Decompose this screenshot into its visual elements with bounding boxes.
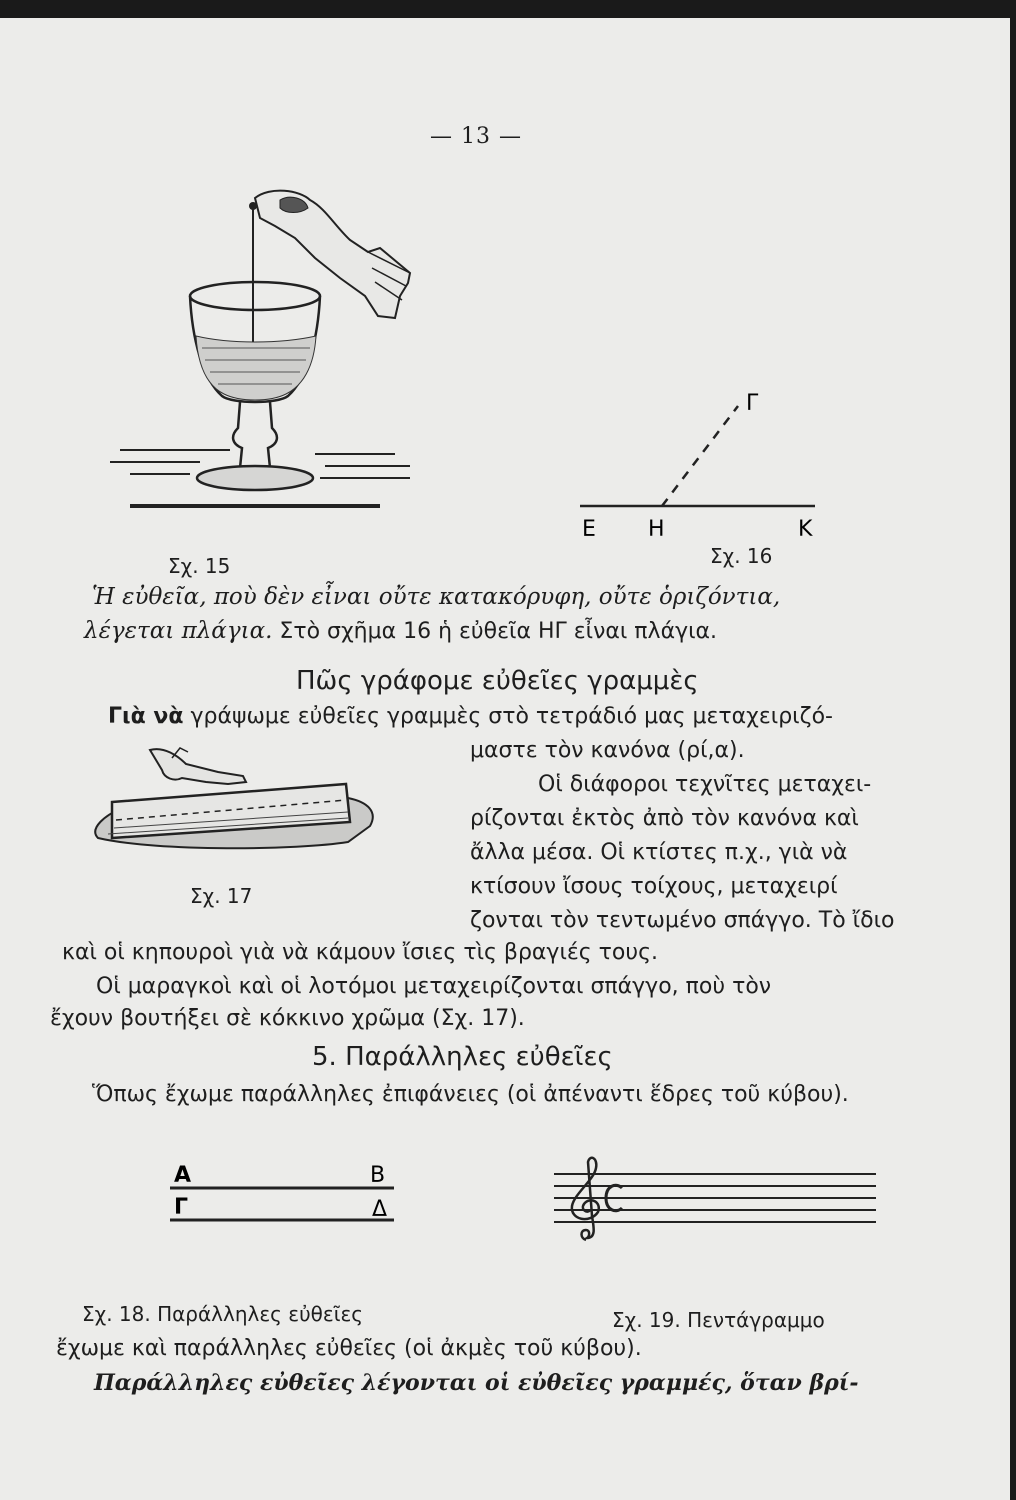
- figure-15-caption: Σχ. 15: [168, 554, 231, 578]
- para5-definition-parallel: Παράλληλες εὐθεῖες λέγονται οἱ εὐθεῖες γραμμές, ὅταν βρί-: [94, 1370, 859, 1396]
- figure-18-caption: Σχ. 18. Παράλληλες εὐθεῖες: [82, 1302, 364, 1326]
- fig16-label-e: Ε: [582, 517, 596, 542]
- definition-oblique-line1: Ἡ εὐθεῖα, ποὺ δὲν εἶναι οὔτε κατακόρυφη, οὔτε ὁριζόντια,: [92, 584, 781, 610]
- definition-oblique-line2: λέγεται πλάγια. Στὸ σχῆμα 16 ἡ εὐθεῖα ΗΓ εἶναι πλάγια.: [84, 618, 718, 644]
- para2-line9: Οἱ μαραγκοὶ καὶ οἱ λοτόμοι μεταχειρίζονται σπάγγο, ποὺ τὸν: [96, 974, 772, 999]
- figure-16-oblique-line: [570, 388, 830, 542]
- fig16-label-g: Γ: [746, 391, 759, 416]
- figure-17-caption: Σχ. 17: [190, 884, 253, 908]
- fig18-label-a: Α: [174, 1163, 192, 1188]
- figure-15-goblet-plumb: [110, 178, 430, 518]
- para2-line7: ζονται τὸν τεντωμένο σπάγγο. Τὸ ἴδιο: [470, 908, 895, 933]
- page-number: — 13 —: [430, 124, 522, 149]
- para2-line10: ἔχουν βουτήξει σὲ κόκκινο χρῶμα (Σχ. 17).: [50, 1006, 525, 1031]
- fig16-label-k: Κ: [798, 517, 813, 542]
- heading-how-to-draw-lines: Πῶς γράφομε εὐθεῖες γραμμὲς: [296, 666, 699, 696]
- fig18-label-g: Γ: [174, 1195, 189, 1220]
- book-page: [0, 18, 1010, 1500]
- figure-16-caption: Σχ. 16: [710, 544, 773, 568]
- fig18-label-d: Δ: [372, 1197, 388, 1222]
- heading-parallel-lines: 5. Παράλληλες εὐθεῖες: [312, 1042, 613, 1072]
- figure-19-music-staff: [550, 1158, 880, 1248]
- para2-line6: κτίσουν ἴσους τοίχους, μεταχειρί: [470, 874, 838, 899]
- fig18-label-b: Β: [370, 1163, 386, 1188]
- para2-line2: μαστε τὸν κανόνα (ρί,α).: [470, 738, 745, 763]
- para2-line8: καὶ οἱ κηπουροὶ γιὰ νὰ κάμουν ἴσιες τὶς βραγιές τους.: [62, 940, 659, 965]
- para2-line1: Γιὰ νὰ γράψωμε εὐθεῖες γραμμὲς στὸ τετράδιό μας μεταχειριζό-: [108, 704, 833, 729]
- fig16-label-h: Η: [648, 517, 665, 542]
- figure-18-parallel-lines: [160, 1158, 400, 1248]
- para4-cube-edges: ἔχωμε καὶ παράλληλες εὐθεῖες (οἱ ἀκμὲς τοῦ κύβου).: [56, 1336, 642, 1361]
- figure-19-caption: Σχ. 19. Πεντάγραμμο: [612, 1308, 825, 1332]
- para2-line3: Οἱ διάφοροι τεχνῖτες μεταχει-: [538, 772, 872, 797]
- para3-parallel-surfaces: Ὅπως ἔχωμε παράλληλες ἐπιφάνειες (οἱ ἀπέναντι ἕδρες τοῦ κύβου).: [92, 1082, 849, 1107]
- para2-line4: ρίζονται ἐκτὸς ἀπὸ τὸν κανόνα καὶ: [470, 806, 859, 831]
- para2-line5: ἄλλα μέσα. Οἱ κτίστες π.χ., γιὰ νὰ: [470, 840, 848, 865]
- figure-17-ruler: [78, 738, 378, 868]
